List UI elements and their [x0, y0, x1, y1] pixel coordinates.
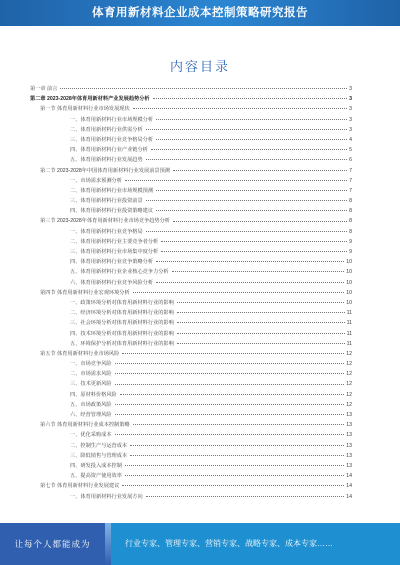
- toc-entry[interactable]: [30, 400, 352, 410]
- report-title: 体育用新材料企业成本控制策略研究报告: [92, 7, 308, 19]
- toc-entry-title: 四、体育用新材料行业投资策略建议: [70, 206, 155, 216]
- toc-entry-title: 六、经营管理风险: [70, 410, 114, 420]
- toc-entry-page: 13: [346, 432, 352, 439]
- toc-leader-dots: [172, 271, 345, 272]
- toc-entry-page: 10: [346, 299, 352, 306]
- toc-leader-dots: [146, 200, 347, 201]
- toc-entry-title: 第一章 前言: [30, 84, 59, 94]
- toc-leader-dots: [122, 353, 344, 354]
- toc-leader-dots: [177, 333, 345, 334]
- toc-leader-dots: [115, 434, 345, 435]
- toc-entry-title: 五、市场政策风险: [70, 400, 114, 410]
- toc-entry-page: 7: [349, 177, 352, 184]
- toc-entry-page: 13: [346, 442, 352, 449]
- toc-entry[interactable]: [30, 318, 352, 328]
- toc-entry[interactable]: [30, 441, 352, 451]
- toc-entry[interactable]: [30, 135, 352, 145]
- toc-leader-dots: [146, 496, 345, 497]
- toc-entry-title: 四、原材料价格风险: [70, 390, 119, 400]
- toc-entry[interactable]: [30, 125, 352, 135]
- toc-entry-page: 10: [346, 279, 352, 286]
- toc-entry[interactable]: [30, 359, 352, 369]
- toc-leader-dots: [115, 363, 345, 364]
- toc-leader-dots: [161, 251, 347, 252]
- toc-entry-page: 13: [346, 412, 352, 418]
- toc-leader-dots: [146, 231, 347, 232]
- toc-entry-title: 四、体育用新材料行业产业链分析: [70, 145, 150, 155]
- toc-entry-page: 13: [346, 452, 352, 459]
- toc-entry[interactable]: [30, 145, 352, 155]
- toc-entry-title: 四、技术环境分析对体育用新材料行业的影响: [70, 329, 176, 339]
- toc-entry-title: 二、体育用新材料行业主要竞争者分析: [70, 237, 160, 247]
- toc-entry[interactable]: [30, 227, 352, 237]
- toc-entry-title: 二、市场需求风险: [70, 369, 114, 379]
- toc-entry-title: 第六节 体育用新材料行业成本控制策略: [40, 420, 132, 430]
- toc-leader-dots: [156, 119, 347, 120]
- toc-entry[interactable]: [30, 369, 352, 379]
- toc-entry[interactable]: [30, 339, 352, 349]
- toc-entry-title: 第五节 体育用新材料行业市场风险: [40, 349, 121, 359]
- toc-heading: 内容目录: [169, 59, 230, 74]
- toc-leader-dots: [156, 190, 347, 191]
- toc-entry-page: 5: [349, 147, 352, 154]
- toc-entry-title: 第七节 体育用新材料行业发展建议: [40, 481, 121, 491]
- toc-entry[interactable]: [30, 329, 352, 339]
- toc-entry-title: 一、体育用新材料行业市场规模分析: [70, 115, 155, 125]
- toc-entry-page: 14: [346, 473, 352, 480]
- toc-entry[interactable]: [30, 155, 352, 165]
- toc-leader-dots: [133, 424, 345, 425]
- toc-entry-page: 3: [349, 96, 352, 103]
- toc-leader-dots: [125, 180, 347, 181]
- toc-leader-dots: [133, 292, 345, 293]
- toc-entry[interactable]: [30, 94, 352, 104]
- toc-leader-dots: [125, 475, 344, 476]
- toc-entry-page: 13: [346, 422, 352, 429]
- toc-entry-title: 第一节 体育用新材料行业市场发展现状: [40, 104, 132, 114]
- toc-entry-page: 10: [346, 259, 352, 266]
- toc-entry-title: 第三节 2023-2028年体育用新材料行业市场竞争趋势分析: [40, 216, 172, 226]
- toc-entry-page: 3: [349, 86, 352, 92]
- toc-entry-title: 二、体育用新材料行业市场规模预测: [70, 186, 155, 196]
- toc-leader-dots: [177, 322, 345, 323]
- toc-entry[interactable]: [30, 430, 352, 440]
- toc-entry-page: 3: [349, 106, 352, 113]
- toc-leader-dots: [151, 149, 347, 150]
- toc-entry-page: 11: [346, 340, 352, 347]
- toc-entry-page: 4: [349, 136, 352, 143]
- report-title-banner: [0, 0, 400, 26]
- toc-entry-page: 12: [346, 361, 352, 368]
- toc-entry-title: 五、提高资产使用效率: [70, 471, 124, 481]
- toc-entry[interactable]: [30, 84, 352, 94]
- toc-entry-title: 三、社会环境分析对体育用新材料行业的影响: [70, 318, 176, 328]
- toc-entry[interactable]: [30, 267, 352, 277]
- toc-entry[interactable]: [30, 349, 352, 359]
- toc-entry-page: 9: [349, 249, 352, 255]
- toc-entry[interactable]: [30, 471, 352, 481]
- toc-entry-title: 五、环境保护分析对体育用新材料行业的影响: [70, 339, 176, 349]
- toc-entry[interactable]: [30, 379, 352, 389]
- toc-entry[interactable]: [30, 410, 352, 420]
- footer-slogan-left: 让每个人都能成为: [0, 523, 105, 565]
- toc-entry-page: 8: [349, 218, 352, 225]
- toc-entry-page: 11: [346, 330, 352, 337]
- toc-leader-dots: [120, 394, 345, 395]
- toc-entry-page: 6: [349, 157, 352, 164]
- toc-leader-dots: [177, 302, 344, 303]
- toc-entry-page: 13: [346, 462, 352, 469]
- toc-leader-dots: [133, 108, 347, 109]
- toc-entry-page: 12: [346, 401, 352, 408]
- toc-leader-dots: [115, 404, 345, 405]
- table-of-contents: [30, 84, 352, 502]
- toc-entry[interactable]: [30, 481, 352, 491]
- toc-entry[interactable]: [30, 247, 352, 257]
- toc-entry-page: 3: [349, 116, 352, 123]
- toc-leader-dots: [156, 210, 347, 211]
- toc-entry-page: 8: [349, 198, 352, 205]
- toc-leader-dots: [177, 343, 345, 344]
- toc-entry-page: 8: [349, 208, 352, 215]
- toc-entry-page: 11: [346, 320, 352, 327]
- toc-entry-page: 7: [349, 187, 352, 194]
- toc-entry-page: 10: [346, 289, 352, 296]
- footer-slogan-right: 行业专家、管理专家、营销专家、战略专家、成本专家……: [111, 523, 400, 565]
- toc-entry-page: 14: [346, 483, 352, 490]
- toc-leader-dots: [130, 445, 344, 446]
- toc-entry-title: 五、体育用新材料行业企业核心竞争力分析: [70, 267, 171, 277]
- toc-leader-dots: [156, 139, 347, 140]
- toc-entry-title: 二、体育用新材料行业供需分析: [70, 125, 145, 135]
- toc-entry-title: 三、技术更新风险: [70, 379, 114, 389]
- toc-leader-dots: [146, 129, 347, 130]
- toc-leader-dots: [161, 241, 347, 242]
- toc-entry[interactable]: [30, 176, 352, 186]
- toc-entry-page: 12: [346, 350, 352, 357]
- toc-entry[interactable]: [30, 420, 352, 430]
- toc-entry[interactable]: [30, 237, 352, 247]
- toc-entry-title: 二、经济环境分析对体育用新材料行业的影响: [70, 308, 176, 318]
- toc-entry-title: 第二节 2023-2028年中国体育用新材料行业发展前景预测: [40, 166, 172, 176]
- toc-leader-dots: [115, 384, 345, 385]
- toc-leader-dots: [130, 455, 344, 456]
- toc-entry-title: 三、体育用新材料行业市场集中度分析: [70, 247, 160, 257]
- toc-entry-title: 四、体育用新材料行业竞争策略分析: [70, 257, 155, 267]
- toc-entry[interactable]: [30, 390, 352, 400]
- toc-entry-title: 四、研发投入成本控制: [70, 461, 124, 471]
- toc-entry[interactable]: [30, 461, 352, 471]
- toc-leader-dots: [173, 221, 347, 222]
- toc-entry-page: 14: [346, 493, 352, 500]
- toc-entry[interactable]: [30, 166, 352, 176]
- toc-entry[interactable]: [30, 278, 352, 288]
- toc-entry-title: 第二章 2023-2028年体育用新材料产业发展趋势分析: [30, 94, 152, 104]
- toc-leader-dots: [156, 261, 344, 262]
- toc-entry[interactable]: [30, 257, 352, 267]
- toc-entry-title: 一、优化采购成本: [70, 430, 114, 440]
- toc-leader-dots: [173, 170, 347, 171]
- toc-leader-dots: [177, 312, 345, 313]
- toc-entry-page: 12: [346, 381, 352, 388]
- toc-leader-dots: [115, 414, 345, 415]
- toc-entry[interactable]: [30, 492, 352, 502]
- toc-entry-title: 一、市场竞争风险: [70, 359, 114, 369]
- toc-entry-page: 12: [346, 391, 352, 398]
- toc-entry-title: 二、控制生产与运营成本: [70, 441, 129, 451]
- toc-entry[interactable]: [30, 308, 352, 318]
- toc-entry[interactable]: [30, 196, 352, 206]
- toc-entry-page: 7: [349, 167, 352, 174]
- toc-entry-title: 一、体育用新材料行业竞争格局: [70, 227, 145, 237]
- toc-entry-page: 11: [346, 310, 352, 317]
- toc-leader-dots: [146, 159, 347, 160]
- toc-entry-page: 3: [349, 126, 352, 133]
- toc-entry-title: 三、体育用新材料行业投资前景: [70, 196, 145, 206]
- toc-leader-dots: [153, 98, 347, 99]
- toc-entry-title: 一、政策环境分析对体育用新材料行业的影响: [70, 298, 176, 308]
- toc-entry[interactable]: [30, 186, 352, 196]
- toc-entry-title: 三、体育用新材料行业竞争格局分析: [70, 135, 155, 145]
- toc-entry-title: 六、体育用新材料行业竞争风险分析: [70, 278, 155, 288]
- toc-entry[interactable]: [30, 206, 352, 216]
- toc-entry-title: 一、体育用新材料行业发展方向: [70, 492, 145, 502]
- toc-entry[interactable]: [30, 451, 352, 461]
- toc-leader-dots: [122, 485, 344, 486]
- toc-entry-title: 一、市场需求预测分析: [70, 176, 124, 186]
- toc-leader-dots: [156, 282, 344, 283]
- toc-leader-dots: [125, 465, 344, 466]
- toc-entry[interactable]: [30, 288, 352, 298]
- toc-entry[interactable]: [30, 298, 352, 308]
- toc-entry[interactable]: [30, 104, 352, 114]
- footer-banner: [0, 523, 400, 565]
- toc-entry-page: 9: [349, 238, 352, 245]
- toc-leader-dots: [115, 373, 345, 374]
- toc-entry-title: 第四节 体育用新材料行业宏观环境分析: [40, 288, 132, 298]
- toc-entry-title: 五、体育用新材料行业发展趋势: [70, 155, 145, 165]
- toc-entry-title: 三、降低销售与管理成本: [70, 451, 129, 461]
- toc-leader-dots: [60, 88, 347, 89]
- toc-entry-page: 10: [346, 269, 352, 276]
- toc-entry[interactable]: [30, 115, 352, 125]
- toc-entry[interactable]: [30, 216, 352, 226]
- toc-entry-page: 12: [346, 371, 352, 378]
- toc-entry-page: 8: [349, 228, 352, 235]
